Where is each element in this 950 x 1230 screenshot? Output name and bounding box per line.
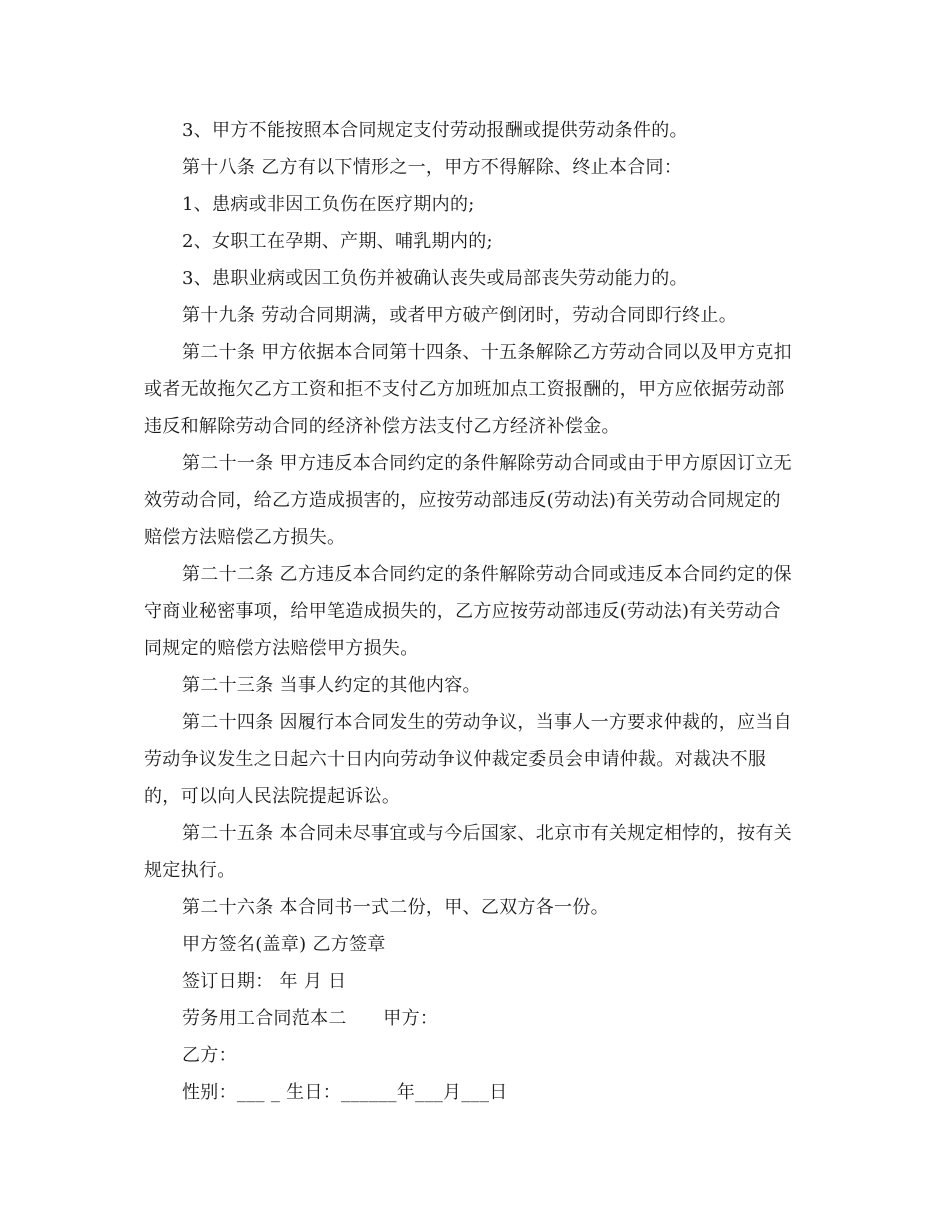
text-line: 2、女职工在孕期、产期、哺乳期内的; bbox=[182, 231, 493, 252]
text-line: 的，可以向人民法院提起诉讼。 bbox=[144, 786, 401, 807]
signing-date-line: 签订日期： 年 月 日 bbox=[182, 971, 347, 992]
text-line: 第二十三条 当事人约定的其他内容。 bbox=[182, 675, 481, 696]
text-line: 同规定的赔偿方法赔偿甲方损失。 bbox=[144, 638, 419, 659]
text-line: 第十九条 劳动合同期满，或者甲方破产倒闭时，劳动合同即行终止。 bbox=[182, 305, 738, 326]
signature-line: 甲方签名(盖章) 乙方签章 bbox=[182, 934, 386, 955]
text-line: 赔偿方法赔偿乙方损失。 bbox=[144, 527, 346, 548]
text-line: 守商业秘密事项，给甲笔造成损失的，乙方应按劳动部违反(劳动法)有关劳动合 bbox=[144, 601, 781, 622]
text-line: 3、患职业病或因工负伤并被确认丧失或局部丧失劳动能力的。 bbox=[182, 268, 688, 289]
text-line: 第二十条 甲方依据本合同第十四条、十五条解除乙方劳动合同以及甲方克扣 bbox=[182, 342, 792, 363]
text-line: 第二十一条 甲方违反本合同约定的条件解除劳动合同或由于甲方原因订立无 bbox=[182, 453, 792, 474]
text-line: 劳动争议发生之日起六十日内向劳动争议仲裁定委员会申请仲裁。对裁决不服 bbox=[144, 749, 767, 770]
text-line: 第二十六条 本合同书一式二份，甲、乙双方各一份。 bbox=[182, 897, 609, 918]
text-line: 第二十五条 本合同未尽事宜或与今后国家、北京市有关规定相悖的，按有关 bbox=[182, 823, 792, 844]
gender-birthday-line: 性别：___ _ 生日：______年___月___日 bbox=[182, 1082, 508, 1103]
text-line: 3、甲方不能按照本合同规定支付劳动报酬或提供劳动条件的。 bbox=[182, 120, 688, 141]
text-line: 违反和解除劳动合同的经济补偿方法支付乙方经济补偿金。 bbox=[144, 416, 620, 437]
text-line: 第二十四条 因履行本合同发生的劳动争议，当事人一方要求仲裁的，应当自 bbox=[182, 712, 792, 733]
contract-template-title: 劳务用工合同范本二 甲方： bbox=[182, 1008, 439, 1029]
text-line: 效劳动合同，给乙方造成损害的，应按劳动部违反(劳动法)有关劳动合同规定的 bbox=[144, 490, 781, 511]
text-line: 1、患病或非因工负伤在医疗期内的; bbox=[182, 194, 475, 215]
text-line: 第十八条 乙方有以下情形之一，甲方不得解除、终止本合同： bbox=[182, 157, 683, 178]
party-b-line: 乙方： bbox=[182, 1045, 237, 1066]
text-line: 规定执行。 bbox=[144, 860, 236, 881]
text-line: 或者无故拖欠乙方工资和拒不支付乙方加班加点工资报酬的，甲方应依据劳动部 bbox=[144, 379, 785, 400]
text-line: 第二十二条 乙方违反本合同约定的条件解除劳动合同或违反本合同约定的保 bbox=[182, 564, 792, 585]
